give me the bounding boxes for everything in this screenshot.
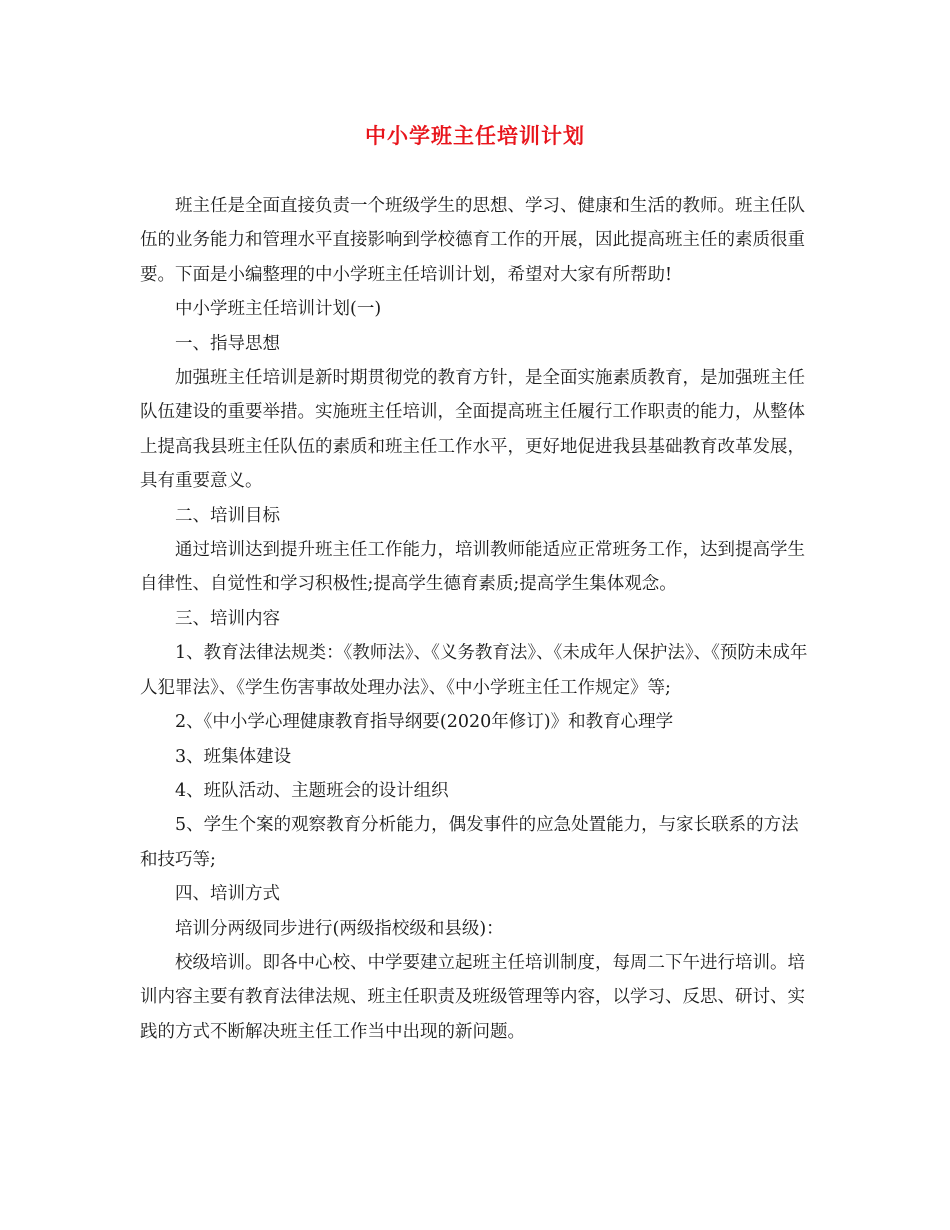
paragraph-school-level-training: 校级培训。即各中心校、中学要建立起班主任培训制度，每周二下午进行培训。培训内容主要有教育法律法规、班主任职责及班级管理等内容，以学习、反思、研讨、实践的方式不断解决班主任工作当中出现的新问题。	[140, 952, 805, 1042]
document-body	[140, 189, 816, 1049]
section-heading-guiding-ideology: 一、指导思想	[175, 333, 280, 354]
list-item-content-1: 1、教育法律法规类：《教师法》、《义务教育法》、《未成年人保护法》、《预防未成年人犯罪法》、《学生伤害事故处理办法》、《中小学班主任工作规定》等;	[140, 643, 808, 698]
paragraph-guiding-ideology: 加强班主任培训是新时期贯彻党的教育方针，是全面实施素质教育，是加强班主任队伍建设的重要举措。实施班主任培训，全面提高班主任履行工作职责的能力，从整体上提高我县班主任队伍的素质和班主任工作水平，更好地促进我县基础教育改革发展，具有重要意义。	[140, 368, 805, 492]
list-item-content-4: 4、班队活动、主题班会的设计组织	[175, 780, 449, 801]
paragraph-intro: 班主任是全面直接负责一个班级学生的思想、学习、健康和生活的教师。班主任队伍的业务能力和管理水平直接影响到学校德育工作的开展，因此提高班主任的素质很重要。下面是小编整理的中小学班主任培训计划，希望对大家有所帮助!	[140, 196, 805, 285]
section-heading-training-content: 三、培训内容	[175, 608, 280, 629]
section-heading-training-method: 四、培训方式	[175, 884, 280, 905]
list-item-content-5: 5、学生个案的观察教育分析能力，偶发事件的应急处置能力，与家长联系的方法和技巧等;	[140, 815, 799, 870]
paragraph-plan-heading: 中小学班主任培训计划(一)	[175, 299, 382, 320]
list-item-content-3: 3、班集体建设	[175, 746, 292, 767]
paragraph-training-goals: 通过培训达到提升班主任工作能力，培训教师能适应正常班务工作，达到提高学生自律性、自觉性和学习积极性;提高学生德育素质;提高学生集体观念。	[140, 540, 805, 595]
document-title: 中小学班主任培训计划	[365, 123, 585, 148]
section-heading-training-goals: 二、培训目标	[175, 505, 280, 526]
paragraph-training-levels: 培训分两级同步进行(两级指校级和县级)：	[175, 918, 504, 939]
list-item-content-2: 2、《中小学心理健康教育指导纲要(2020年修订)》和教育心理学	[175, 712, 674, 733]
